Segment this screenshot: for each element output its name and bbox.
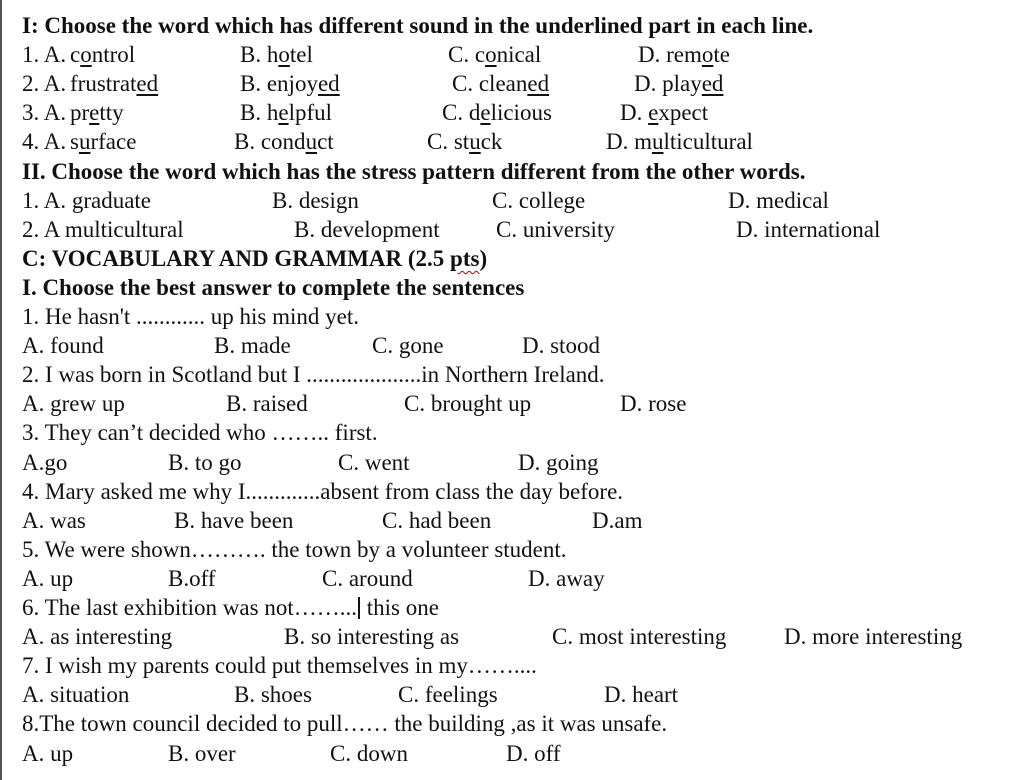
option-d: D. going bbox=[518, 450, 599, 475]
option-c: C. university bbox=[496, 217, 615, 242]
section-subtitle: I. Choose the best answer to complete the sentences bbox=[22, 275, 525, 300]
option-d: D. medical bbox=[728, 188, 829, 213]
sound-item-1 bbox=[0, 40, 1024, 69]
answer-options-4 bbox=[0, 506, 1024, 535]
option-b: B. have been bbox=[174, 508, 294, 533]
question-text: 7. I wish my parents could put themselves in my…….... bbox=[22, 653, 537, 678]
option-c: C. most interesting bbox=[552, 624, 727, 649]
item-number: 3. A. bbox=[22, 100, 67, 125]
answer-options-2 bbox=[0, 389, 1024, 418]
question-3 bbox=[0, 418, 1024, 447]
question-text: 6. The last exhibition was not……... this one bbox=[22, 595, 439, 620]
option-a: 1. A. graduate bbox=[22, 188, 152, 213]
option-d: D. played bbox=[634, 71, 724, 96]
stress-item-1 bbox=[0, 186, 1024, 215]
answer-options-5 bbox=[0, 564, 1024, 593]
option-a: A. was bbox=[22, 508, 86, 533]
sound-item-2 bbox=[0, 69, 1024, 98]
option-a: frustrated bbox=[70, 71, 159, 96]
option-c: C. feelings bbox=[398, 682, 498, 707]
option-b: B. enjoyed bbox=[240, 71, 340, 96]
option-d: D. stood bbox=[522, 333, 600, 358]
option-d: D. heart bbox=[604, 682, 679, 707]
option-b: B. to go bbox=[168, 450, 242, 475]
question-6 bbox=[0, 593, 1024, 622]
option-d: D. away bbox=[528, 566, 605, 591]
option-b: B. over bbox=[168, 741, 236, 766]
option-a: A.go bbox=[22, 450, 68, 475]
answer-options-7 bbox=[0, 680, 1024, 709]
option-b: B. helpful bbox=[240, 100, 333, 125]
item-number: 2. A. bbox=[22, 71, 67, 96]
answer-options-6 bbox=[0, 622, 1024, 651]
answer-options-3 bbox=[0, 448, 1024, 477]
option-a: surface bbox=[70, 129, 137, 154]
text-cursor bbox=[358, 597, 360, 619]
option-c: C. delicious bbox=[442, 100, 552, 125]
section-title: I: Choose the word which has different sound in the underlined part in each line. bbox=[22, 13, 814, 38]
option-c: C. college bbox=[492, 188, 586, 213]
option-b: B.off bbox=[168, 566, 216, 591]
option-c: C. around bbox=[322, 566, 413, 591]
section-1-title bbox=[0, 11, 1024, 40]
question-text: 4. Mary asked me why I.............absent from class the day before. bbox=[22, 479, 624, 504]
option-b: B. made bbox=[214, 333, 291, 358]
option-c: C. conical bbox=[448, 42, 542, 67]
answer-options-8 bbox=[0, 739, 1024, 768]
section-title: II. Choose the word which has the stress pattern different from the other words. bbox=[22, 159, 806, 184]
question-text: 3. They can’t decided who …….. first. bbox=[22, 420, 378, 445]
item-number: 4. A. bbox=[22, 129, 67, 154]
stress-item-2 bbox=[0, 215, 1024, 244]
option-b: B. conduct bbox=[234, 129, 334, 154]
option-c: C. gone bbox=[372, 333, 444, 358]
question-2 bbox=[0, 360, 1024, 389]
option-c: C. had been bbox=[382, 508, 492, 533]
option-a: A. as interesting bbox=[22, 624, 173, 649]
question-4 bbox=[0, 477, 1024, 506]
question-text: 1. He hasn't ............ up his mind yet. bbox=[22, 304, 359, 329]
sound-item-4 bbox=[0, 127, 1024, 156]
question-1 bbox=[0, 302, 1024, 331]
option-b: B. so interesting as bbox=[284, 624, 460, 649]
option-d: D. rose bbox=[620, 391, 687, 416]
option-c: C. stuck bbox=[427, 129, 503, 154]
option-a: control bbox=[70, 42, 136, 67]
option-b: B. raised bbox=[226, 391, 308, 416]
answer-options-1 bbox=[0, 331, 1024, 360]
option-c: C. brought up bbox=[404, 391, 532, 416]
option-a: A. up bbox=[22, 741, 74, 766]
option-d: D. international bbox=[736, 217, 881, 242]
sound-item-3 bbox=[0, 98, 1024, 127]
question-text: 2. I was born in Scotland but I ....................in Northern Ireland. bbox=[22, 362, 605, 387]
item-number: 1. A. bbox=[22, 42, 67, 67]
option-d: D. more interesting bbox=[784, 624, 963, 649]
option-d: D. multicultural bbox=[606, 129, 753, 154]
question-text: 5. We were shown………. the town by a volunteer student. bbox=[22, 537, 567, 562]
option-d: D. remote bbox=[638, 42, 730, 67]
question-5 bbox=[0, 535, 1024, 564]
section-c-title bbox=[0, 244, 1024, 273]
option-a: A. situation bbox=[22, 682, 130, 707]
option-b: B. development bbox=[294, 217, 440, 242]
question-8 bbox=[0, 709, 1024, 738]
option-a: pretty bbox=[70, 100, 124, 125]
option-a: 2. A multicultural bbox=[22, 217, 184, 242]
option-c: C. cleaned bbox=[452, 71, 550, 96]
option-b: B. design bbox=[272, 188, 359, 213]
option-c: C. down bbox=[330, 741, 408, 766]
option-c: C. went bbox=[338, 450, 410, 475]
option-d: D.am bbox=[592, 508, 643, 533]
option-d: D. off bbox=[506, 741, 561, 766]
option-a: A. up bbox=[22, 566, 74, 591]
option-a: A. grew up bbox=[22, 391, 125, 416]
option-a: A. found bbox=[22, 333, 104, 358]
section-2-title bbox=[0, 157, 1024, 186]
question-7 bbox=[0, 651, 1024, 680]
question-text: 8.The town council decided to pull…… the building ,as it was unsafe. bbox=[22, 711, 668, 736]
option-b: B. hotel bbox=[240, 42, 313, 67]
option-d: D. expect bbox=[620, 100, 709, 125]
section-title: C: VOCABULARY AND GRAMMAR (2.5 pts) bbox=[22, 246, 488, 271]
section-c-subtitle bbox=[0, 273, 1024, 302]
option-b: B. shoes bbox=[234, 682, 312, 707]
